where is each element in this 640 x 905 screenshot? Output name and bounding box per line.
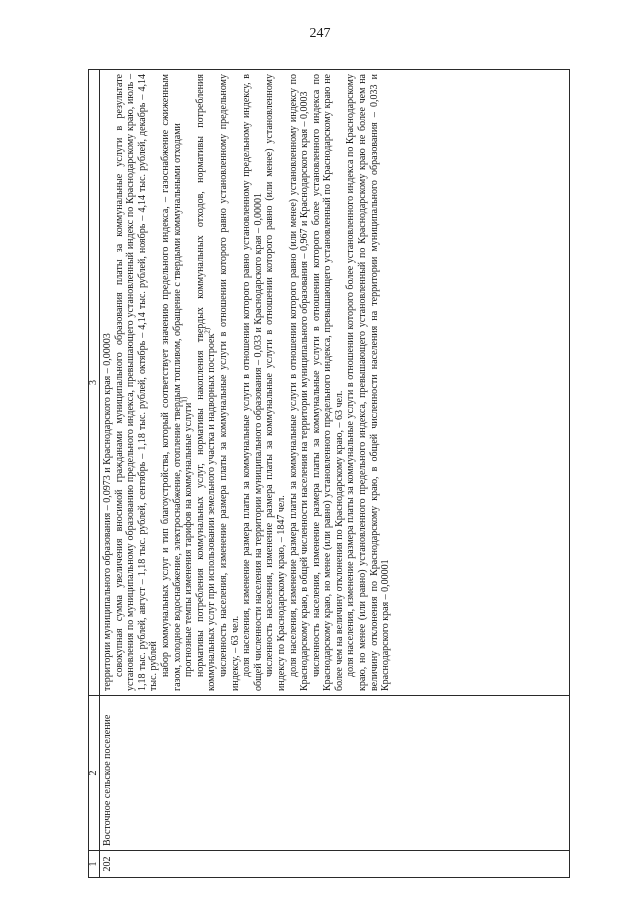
description-paragraph bbox=[160, 74, 183, 691]
paragraph-text: территории муниципального образования – 0,0973 и Краснодарского края – 0,00003 bbox=[102, 333, 113, 691]
paragraph-text: прогнозные темпы изменения тарифов на коммунальные услуги bbox=[183, 402, 195, 677]
header-col-3: 3 bbox=[89, 70, 100, 696]
description-paragraph bbox=[264, 74, 287, 691]
description-paragraph bbox=[345, 74, 391, 691]
paragraph-text: доля населения, изменение размера платы за коммунальные услуги в отношении которого равно установленному предельному индексу, в общей численности населения на территории муниципального образования – 0,033 и Краснодарского края – 0,00001 bbox=[241, 74, 264, 691]
description-paragraph bbox=[241, 74, 264, 691]
paragraph-text: набор коммунальных услуг и тип благоустройства, который соответствует значению предельного индекса, – газоснабжение сжиженным газом, холодное водоснабжение, электроснабжение, отопление твердым топливом, обращение с твердыми коммунальными отходами bbox=[159, 74, 183, 691]
rotated-table-container bbox=[88, 70, 570, 878]
page-number: 247 bbox=[309, 26, 331, 41]
description-paragraph bbox=[102, 74, 114, 691]
row-number: 202 bbox=[100, 851, 570, 878]
description-paragraph bbox=[311, 74, 346, 691]
paragraph-text: совокупная сумма увеличения вносимой гражданами муниципального образования платы за коммунальные услуги в результате установления по муниципальному образованию предельного индекса, превышающего установленный индекс по Краснодарскому краю, июль – 1,18 тыс. рублей, август – 1,18 тыс. рублей, сентябрь – 1,18 тыс. рублей, октябрь – 4,14 тыс. рублей, ноябрь – 4,14 тыс. рублей, декабрь – 4,14 тыс. рублей bbox=[113, 74, 160, 691]
footnote-marker: 1) bbox=[180, 396, 189, 403]
paragraph-text: нормативы потребления коммунальных услуг, нормативы накопления твердых коммунальных отходов, нормативы потребления коммунальных услуг при использовании земельного участка и надворных построек bbox=[194, 74, 218, 691]
municipal-index-table bbox=[88, 69, 570, 878]
paragraph-text: доля населения, изменение размера платы за коммунальные услуги в отношении которого более установленного индекса по Краснодарскому краю, но менее (или равно) установленного предельного индекса, превышающего установленный по Краснодарскому краю не более чем на величину отклонения по Краснодарскому краю, в общей численности населения на территории муниципального образования – 0,033 и Краснодарского края – 0,00001 bbox=[345, 74, 392, 691]
description-paragraph bbox=[195, 74, 218, 691]
header-col-2: 2 bbox=[89, 696, 100, 851]
paragraph-text: численность населения, изменение размера платы за коммунальные услуги в отношении которого равно (или менее) установленному индексу по Краснодарскому краю, – 1847 чел. bbox=[264, 74, 287, 691]
description-paragraph bbox=[288, 74, 311, 691]
paragraph-text: доля населения, изменение размера платы за коммунальные услуги в отношении которого равно (или менее) установленному индексу по Краснодарскому краю, в общей численности населения на территории муниципального образования – 0,967 и Краснодарского края – 0,0003 bbox=[287, 74, 311, 691]
table-header-row bbox=[89, 70, 100, 878]
description-paragraph bbox=[180, 74, 195, 691]
settlement-name: Восточное сельское поселение bbox=[100, 696, 570, 851]
table-row bbox=[100, 70, 570, 878]
paragraph-text: численность населения, изменение размера платы за коммунальные услуги в отношении которого более установленного индекса по Краснодарскому краю, но менее (или равно) установленного предельного индекса, превышающего установленный по Краснодарскому краю не более чем на величину отклонения по Краснодарскому краю, – 63 чел. bbox=[310, 74, 345, 691]
description-paragraph bbox=[114, 74, 160, 691]
footnote-marker: 2) bbox=[204, 327, 213, 334]
settlement-description bbox=[100, 70, 570, 696]
paragraph-text: численность населения, изменение размера платы за коммунальные услуги в отношении которого равно установленному предельному индексу, – 63 чел. bbox=[217, 74, 241, 691]
description-paragraph bbox=[218, 74, 241, 691]
header-col-1: 1 bbox=[89, 851, 100, 878]
